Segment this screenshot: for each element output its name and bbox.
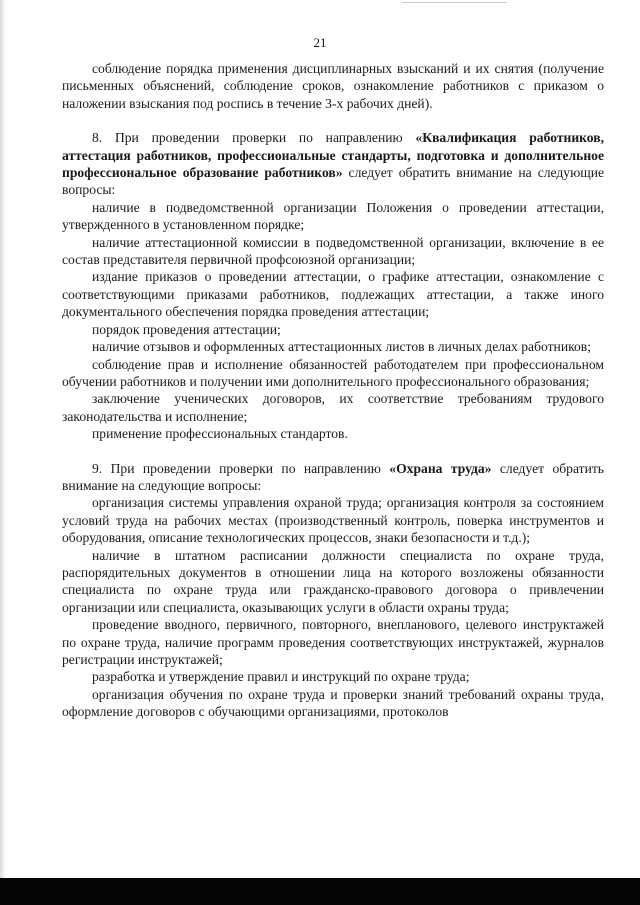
section-8-item: издание приказов о проведении аттестации, о графике аттестации, ознакомление с соответствующими приказами работников, подлежащих аттестации, а также иного документального обеспечения порядка проведения аттестации; <box>62 269 604 320</box>
scan-top-mark <box>402 2 507 3</box>
page-number: 21 <box>313 35 327 50</box>
paragraph-gap <box>62 112 604 129</box>
paragraph-discipline: соблюдение порядка применения дисциплинарных взысканий и их снятия (получение письменных объяснений, соблюдение сроков, ознакомление работников с приказом о наложении взыскания под роспись в течение 3-х рабочих дней). <box>62 61 604 111</box>
section-9-item: наличие в штатном расписании должности специалиста по охране труда, распорядительных документов в отношении лица на которого возложены обязанности специалиста по охране труда или гражданско-правового договора о привлечении организации или специалиста, оказывающих услуги в области охраны труда; <box>62 547 604 615</box>
paragraph-gap <box>62 443 604 460</box>
section-9-item: организация системы управления охраной труда; организация контроля за состоянием условий труда на рабочих местах (производственный контроль, поверка инструментов и оборудования, описание технологических процессов, знаки безопасности и т.д.); <box>62 495 604 546</box>
section-8-item: применение профессиональных стандартов. <box>92 426 348 442</box>
section-8-lead-post: следует обратить внимание на следующие вопросы: <box>62 165 605 198</box>
section-8-item: заключение ученических договоров, их соответствие требованиям трудового законодательства и исполнение; <box>62 391 604 424</box>
section-8-lead-pre: 8. При проведении проверки по направлению <box>92 130 416 146</box>
section-8-lead <box>62 129 604 199</box>
scan-edge-shadow <box>0 0 6 905</box>
section-9-item: организация обучения по охране труда и проверки знаний требований охраны труда, оформление договоров с обучающими организациями, протоколов <box>62 686 604 720</box>
section-9-lead-post: следует обратить внимание на следующие вопросы: <box>62 460 605 493</box>
section-8-item: порядок проведения аттестации; <box>92 321 281 337</box>
section-8-item: наличие отзывов и оформленных аттестационных листов в личных делах работников; <box>92 339 591 355</box>
section-9-lead <box>62 460 604 495</box>
section-8-item: наличие в подведомственной организации Положения о проведении аттестации, утвержденного в установленном порядке; <box>62 199 604 233</box>
section-9-item: проведение вводного, первичного, повторного, внепланового, целевого инструктажей по охране труда, наличие программ проведения соответствующих инструктажей, журналов регистрации инструктажей; <box>62 617 604 667</box>
section-9-lead-pre: 9. При проведении проверки по направлению <box>92 460 390 476</box>
section-8-item: соблюдение прав и исполнение обязанностей работодателем при профессиональном обучении работников и получении ими дополнительного профессионального образования; <box>62 356 604 389</box>
section-9-item: разработка и утверждение правил и инструкций по охране труда; <box>92 669 470 685</box>
scan-bottom-bar <box>0 878 640 905</box>
section-9-title: «Охрана труда» <box>389 460 492 476</box>
section-8-item: наличие аттестационной комиссии в подведомственной организации, включение в ее состав представителя первичной профсоюзной организации; <box>62 234 604 268</box>
section-8-title: «Квалификация работников, аттестация работников, профессиональные стандарты, подготовка и дополнительное профессиональное образование работников» <box>62 130 605 181</box>
document-body <box>62 60 604 721</box>
